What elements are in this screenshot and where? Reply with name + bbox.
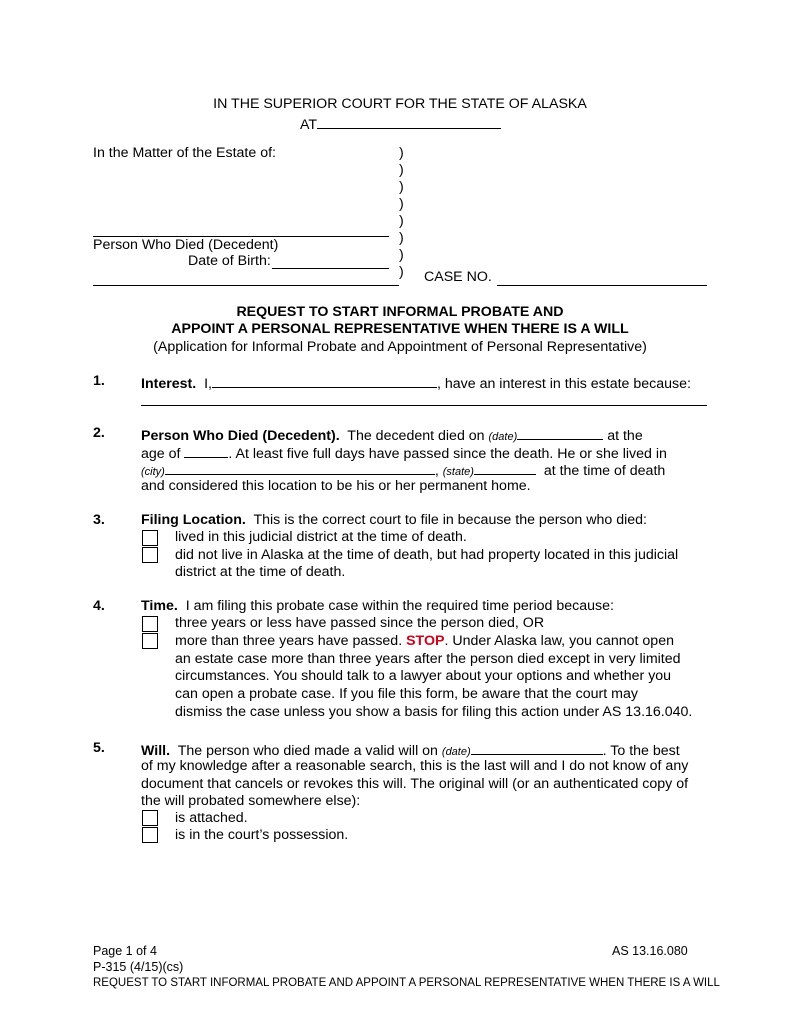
form-title-line1: REQUEST TO START INFORMAL PROBATE AND: [236, 304, 564, 320]
will-in-court-possession-checkbox[interactable]: [142, 827, 158, 843]
filing-location-property-label: did not live in Alaska at the time of death, but had property located in this judicial: [175, 547, 679, 563]
section-2-line3: (city) , (state) at the time of death: [141, 460, 665, 481]
will-date-field[interactable]: [471, 740, 603, 755]
section-5-line4: the will probated somewhere else):: [141, 793, 361, 809]
interest-name-field[interactable]: [212, 373, 437, 388]
filing-location-property-label-cont: district at the time of death.: [175, 564, 346, 580]
time-warning-line6: dismiss the case unless you show a basis for filing this action under AS 13.16.040.: [175, 704, 693, 720]
will-in-court-possession-label: is in the court’s possession.: [175, 827, 349, 843]
section-5-number: 5.: [93, 740, 105, 756]
case-no-field[interactable]: [497, 285, 707, 286]
section-3-number: 3.: [93, 512, 105, 528]
section-2-line1: Person Who Died (Decedent). The decedent died on (date) at the: [141, 425, 643, 446]
time-more-than-three-years-checkbox[interactable]: [142, 633, 158, 649]
section-4-number: 4.: [93, 598, 105, 614]
court-location: AT: [300, 114, 501, 134]
dob-label: Date of Birth:: [188, 253, 271, 269]
time-warning-line5: can open a probate case. If you file this form, be aware that the court may: [175, 686, 638, 702]
decedent-label: Person Who Died (Decedent): [93, 237, 279, 253]
stop-warning: STOP: [406, 633, 445, 649]
time-more-than-three-years-label: more than three years have passed. STOP. Under Alaska law, you cannot open: [175, 633, 674, 649]
caption-bottom-line: [93, 285, 399, 286]
form-title-line2: APPOINT A PERSONAL REPRESENTATIVE WHEN THERE IS A WILL: [171, 321, 629, 337]
court-location-field[interactable]: [317, 114, 501, 129]
dob-field[interactable]: [272, 268, 389, 269]
time-warning-line4: circumstances. You should talk to a lawyer about your options and whether you: [175, 668, 672, 684]
time-warning-line3: an estate case more than three years after the person died except in very limited: [175, 651, 681, 667]
section-2-line4: and considered this location to be his or her permanent home.: [141, 478, 531, 494]
will-attached-label: is attached.: [175, 810, 248, 826]
section-5-line1: Will. The person who died made a valid will on (date) . To the best: [141, 740, 680, 761]
section-1-number: 1.: [93, 373, 105, 389]
interest-reason-field[interactable]: [141, 405, 707, 406]
court-heading: IN THE SUPERIOR COURT FOR THE STATE OF ALASKA: [213, 96, 587, 112]
time-three-years-or-less-checkbox[interactable]: [142, 616, 158, 632]
section-2-number: 2.: [93, 425, 105, 441]
statute-reference: AS 13.16.080: [612, 944, 688, 958]
filing-location-lived-checkbox[interactable]: [142, 530, 158, 546]
section-4-intro: Time. I am filing this probate case within the required time period because:: [141, 598, 614, 614]
filing-location-property-checkbox[interactable]: [142, 547, 158, 563]
footer-form-title: REQUEST TO START INFORMAL PROBATE AND APPOINT A PERSONAL REPRESENTATIVE WHEN THERE IS A WILL: [93, 977, 720, 989]
city-field[interactable]: [165, 460, 435, 475]
filing-location-lived-label: lived in this judicial district at the time of death.: [175, 529, 467, 545]
section-3-intro: Filing Location. This is the correct court to file in because the person who died:: [141, 512, 647, 528]
form-number: P-315 (4/15)(cs): [93, 960, 184, 974]
form-subtitle: (Application for Informal Probate and Appointment of Personal Representative): [153, 339, 647, 355]
age-field[interactable]: [184, 443, 228, 458]
death-date-field[interactable]: [517, 425, 603, 440]
case-no-label: CASE NO.: [424, 269, 492, 285]
section-2-line2: age of . At least five full days have passed since the death. He or she lived in: [141, 443, 667, 463]
section-5-line3: document that cancels or revokes this will. The original will (or an authenticated copy of: [141, 776, 689, 792]
page-number: Page 1 of 4: [93, 944, 157, 958]
time-three-years-or-less-label: three years or less have passed since the person died, OR: [175, 615, 545, 631]
will-attached-checkbox[interactable]: [142, 810, 158, 826]
estate-matter-label: In the Matter of the Estate of:: [93, 145, 276, 161]
state-field[interactable]: [474, 460, 536, 475]
section-5-line2: of my knowledge after a reasonable search, this is the last will and I do not know of any: [141, 758, 689, 774]
section-1-line: Interest. I, , have an interest in this estate because:: [141, 373, 691, 393]
